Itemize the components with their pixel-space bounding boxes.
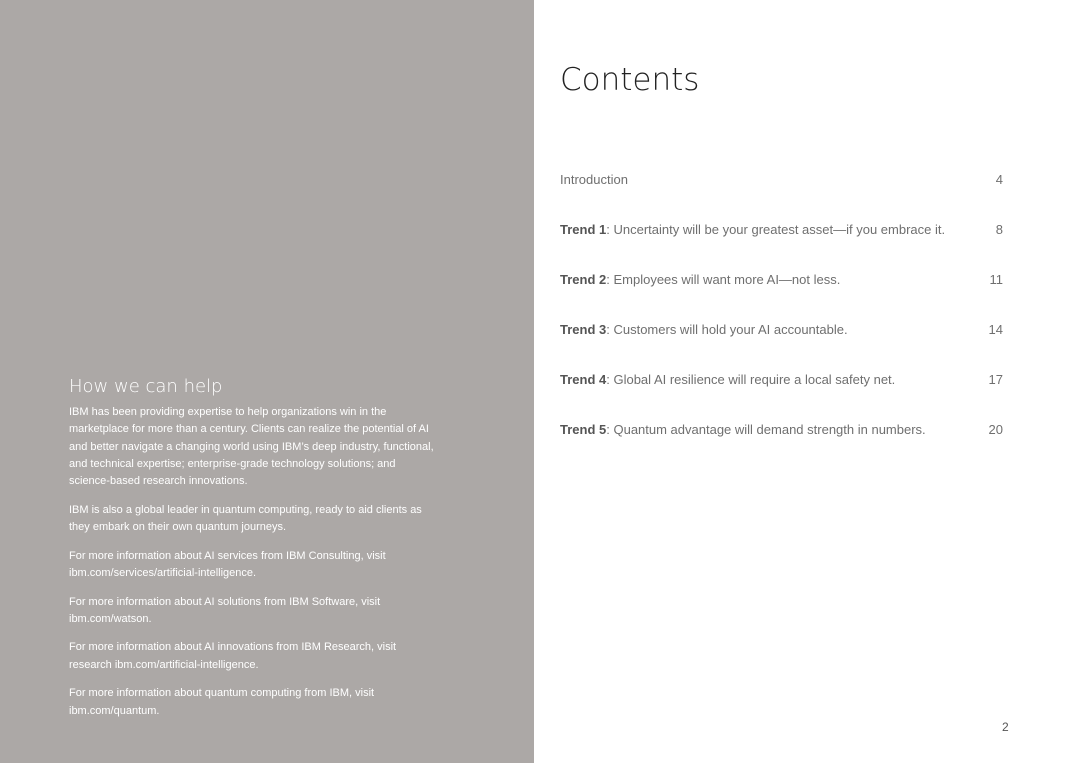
toc-page-number: 4 [995, 172, 1003, 187]
toc-page-number: 20 [988, 422, 1003, 437]
help-body [69, 404, 434, 731]
toc-text: : Uncertainty will be your greatest asset—if you embrace it. [606, 222, 946, 237]
toc-page-number: 11 [989, 272, 1003, 287]
toc-label [560, 222, 945, 237]
contents-title: Contents [560, 62, 700, 98]
toc-prefix: Trend 4 [560, 372, 607, 387]
toc-page-number: 17 [988, 372, 1003, 387]
toc-label [560, 422, 926, 437]
help-paragraph: For more information about AI services from IBM Consulting, visit ibm.com/services/artificial-intelligence. [69, 549, 386, 579]
toc-item-introduction[interactable] [560, 170, 1003, 220]
toc-label [560, 172, 628, 187]
help-panel [0, 0, 534, 763]
toc-item-trend-4[interactable] [560, 370, 1003, 420]
help-paragraph: IBM is also a global leader in quantum computing, ready to aid clients as they embark on their own quantum journeys. [69, 503, 422, 534]
toc-item-trend-3[interactable] [560, 320, 1003, 370]
toc-text: : Employees will want more AI—not less. [606, 272, 841, 287]
toc-page-number: 14 [988, 322, 1003, 337]
toc-label [560, 272, 840, 287]
toc-text: : Customers will hold your AI accountable. [606, 322, 848, 337]
help-paragraph: For more information about AI innovations from IBM Research, visit research ibm.com/artificial-intelligence. [69, 641, 397, 671]
toc-item-trend-2[interactable] [560, 270, 1003, 320]
toc-prefix: Trend 2 [560, 272, 607, 287]
toc-item-trend-1[interactable] [560, 220, 1003, 270]
toc-text: : Global AI resilience will require a local safety net. [606, 372, 896, 387]
help-title: How we can help [69, 376, 223, 397]
toc-text: : Quantum advantage will demand strength in numbers. [606, 422, 926, 437]
toc-label [560, 322, 848, 337]
page-number: 2 [1002, 720, 1009, 734]
help-paragraph: IBM has been providing expertise to help organizations win in the marketplace for more than a century. Clients can realize the potential of AI and better navigate a changing world using IBM’s deep industry, functional, and technical expertise; enterprise-grade technology solutions; and science-based research innovations. [69, 406, 434, 488]
toc-label [560, 372, 895, 387]
toc-prefix: Trend 5 [560, 422, 607, 437]
help-paragraph: For more information about quantum computing from IBM, visit ibm.com/quantum. [69, 687, 375, 717]
toc-page-number: 8 [995, 222, 1003, 237]
toc-prefix: Trend 3 [560, 322, 607, 337]
table-of-contents [560, 170, 1003, 470]
toc-text: Introduction [560, 172, 628, 187]
toc-item-trend-5[interactable] [560, 420, 1003, 470]
help-paragraph: For more information about AI solutions from IBM Software, visit ibm.com/watson. [69, 595, 381, 625]
toc-prefix: Trend 1 [560, 222, 607, 237]
